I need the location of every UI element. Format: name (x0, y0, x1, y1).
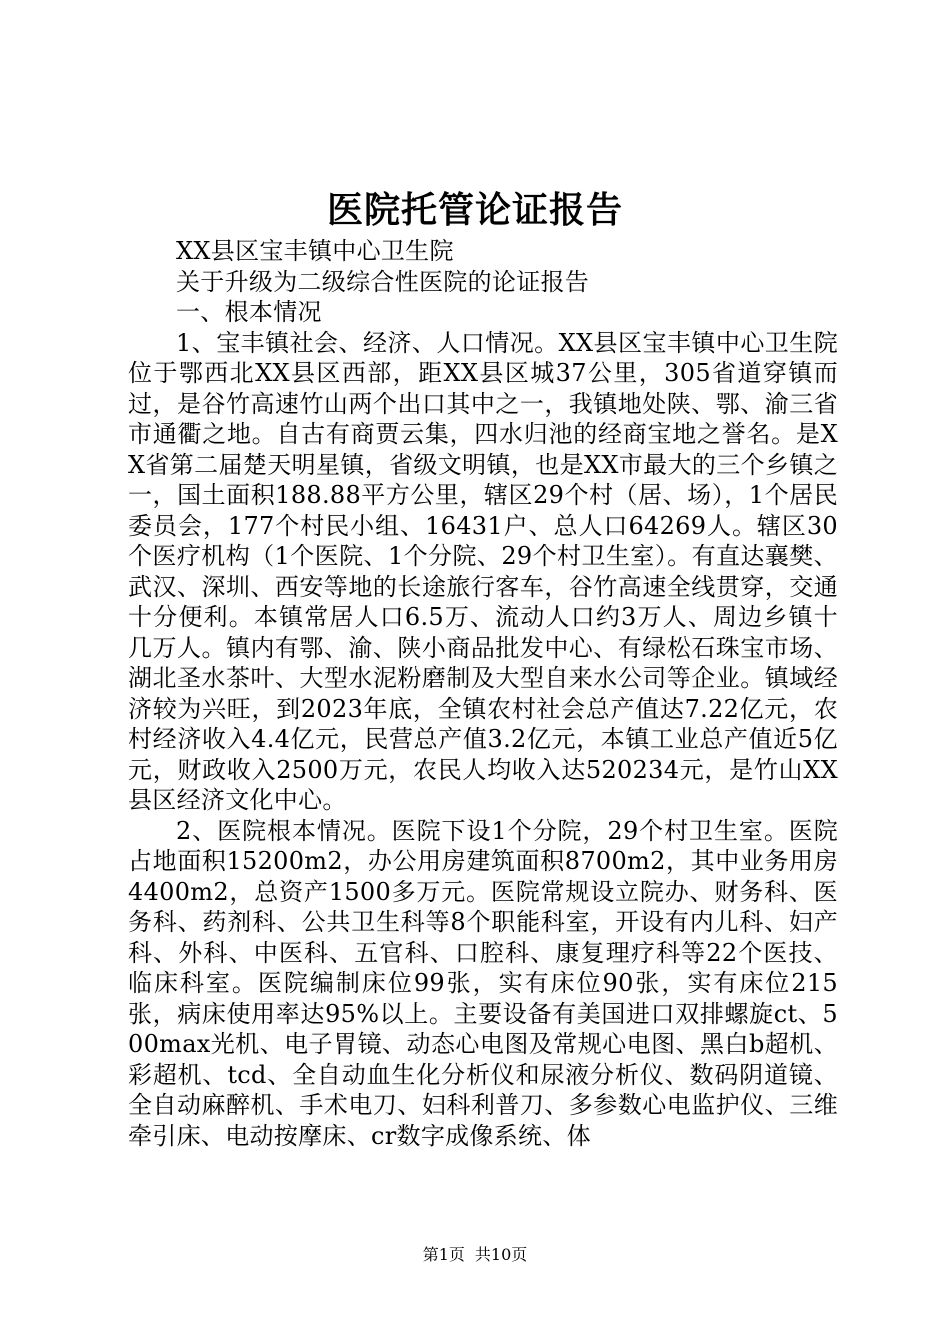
paragraph-hospital-name: XX县区宝丰镇中心卫生院 (176, 237, 454, 265)
document-title: 医院托管论证报告 (326, 189, 623, 231)
paragraph-town-situation: 1、宝丰镇社会、经济、人口情况。XX县区宝丰镇中心卫生院位于鄂西北XX县区西部，距XX县区城37公里，305省道穿镇而过，是谷竹高速竹山两个出口其中之一，我镇地处陕、鄂、渝三省市通衢之地。自古有商贾云集，四水归池的经商宝地之誉名。是XX省第二届楚天明星镇，省级文明镇，也是XX市最大的三个乡镇之一，国土面积188.88平方公里，辖区29个村（居、场），1个居民委员会，177个村民小组、16431户、总人口64269人。辖区30个医疗机构（1个医院、1个分院、29个村卫生室）。有直达襄樊、武汉、深圳、西安等地的长途旅行客车，谷竹高速全线贯穿，交通十分便利。本镇常居人口6.5万、流动人口约3万人、周边乡镇十几万人。镇内有鄂、渝、陕小商品批发中心、有绿松石珠宝市场、湖北圣水茶叶、大型水泥粉磨制及大型自来水公司等企业。镇域经济较为兴旺，到2023年底，全镇农村社会总产值达7.22亿元，农村经济收入4.4亿元，民营总产值3.2亿元，本镇工业总产值近5亿元，财政收入2500万元，农民人均收入达520234元，是竹山XX县区经济文化中心。 (128, 328, 838, 814)
section-heading-basic-situation: 一、根本情况 (176, 298, 322, 326)
document-body (128, 236, 838, 1151)
paragraph-hospital-situation: 2、医院根本情况。医院下设1个分院，29个村卫生室。医院占地面积15200m2，办公用房建筑面积8700m2，其中业务用房4400m2，总资产1500多万元。医院常规设立院办、财务科、医务科、药剂科、公共卫生科等8个职能科室，开设有内儿科、妇产科、外科、中医科、五官科、口腔科、康复理疗科等22个医技、临床科室。医院编制床位99张，实有床位90张，实有床位215张，病床使用率达95%以上。主要设备有美国进口双排螺旋ct、500max光机、电子胃镜、动态心电图及常规心电图、黑白b超机、彩超机、tcd、全自动血生化分析仪和尿液分析仪、数码阴道镜、全自动麻醉机、手术电刀、妇科利普刀、多参数心电监护仪、三维牵引床、电动按摩床、cr数字成像系统、体 (128, 816, 838, 1150)
paragraph-report-subtitle: 关于升级为二级综合性医院的论证报告 (176, 267, 590, 296)
page-total: 共10页 (474, 1245, 528, 1264)
page-footer (0, 1244, 950, 1266)
page-number: 第1页 (422, 1245, 465, 1264)
